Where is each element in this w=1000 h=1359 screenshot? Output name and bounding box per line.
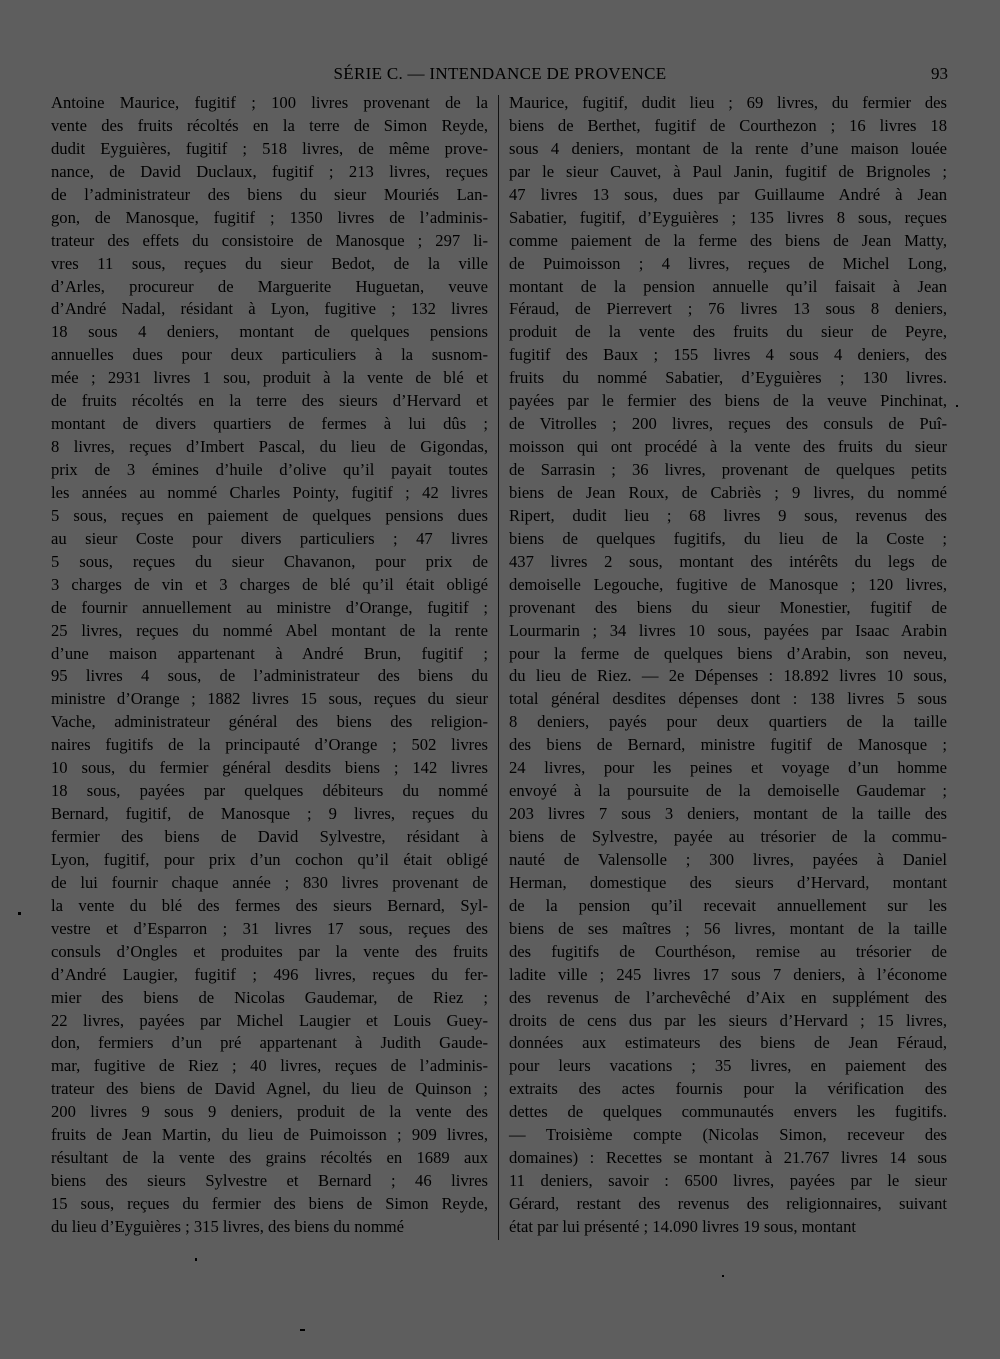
text-line: prix de 3 émines d’huile d’olive qu’il payait toutes <box>51 460 488 479</box>
text-line: vente des fruits récoltés en la terre de Simon Reyde, <box>51 115 488 135</box>
text-line: Maurice, fugitif, dudit lieu ; 69 livres, du fermier des <box>509 93 947 112</box>
text-line: biens de ses maîtres ; 56 livres, montant de la taille <box>509 918 947 938</box>
text-line: nauté de Valensolle ; 300 livres, payées à Daniel <box>509 849 947 869</box>
text-line: total général desdites dépenses dont : 138 livres 5 sous <box>509 689 947 709</box>
text-line: biens de quelques fugitifs, du lieu de la Coste ; <box>509 528 947 548</box>
text-line: de Puimoisson ; 4 livres, reçues de Michel Long, <box>509 253 947 273</box>
text-line: mar, fugitive de Riez ; 40 livres, reçues de l’adminis- <box>51 1056 488 1076</box>
text-line: trateur des effets du consistoire de Manosque ; 297 li- <box>51 230 488 250</box>
text-line: 10 sous, du fermier général desdits biens ; 142 livres <box>51 758 488 778</box>
text-line: d’André Laugier, fugitif ; 496 livres, reçues du fer- <box>51 964 488 984</box>
text-line: de l’administrateur des biens du sieur Mouriés Lan- <box>51 184 488 204</box>
text-line: gon, de Manosque, fugitif ; 1350 livres de l’adminis- <box>51 207 488 227</box>
text-line: de Vitrolles ; 200 livres, reçues des consuls de Puî- <box>509 414 947 434</box>
text-line: Ripert, dudit lieu ; 68 livres 9 sous, revenus des <box>509 505 947 525</box>
text-line: payées par le fermier des biens de la veuve Pinchinat, <box>509 391 947 411</box>
text-line: fugitif des Baux ; 155 livres 4 sous 4 deniers, des <box>509 345 947 365</box>
print-speck <box>722 1275 724 1277</box>
text-line: résultant de la vente des grains récoltés en 1689 aux <box>51 1148 488 1168</box>
text-line: Gérard, restant des revenus des religionnaires, suivant <box>509 1194 947 1213</box>
text-line: Bernard, fugitif, de Manosque ; 9 livres, reçues du <box>51 804 488 824</box>
text-line: montant de la pension annuelle qu’il faisait à Jean <box>509 276 947 296</box>
text-line: du lieu d’Eyguières ; 315 livres, des biens du nommé <box>51 1216 405 1236</box>
text-line: au sieur Coste pour divers particuliers ; 47 livres <box>51 528 488 548</box>
text-line: de Sarrasin ; 36 livres, provenant de quelques petits <box>509 460 947 479</box>
text-line: don, fermiers d’un pré appartenant à Judith Gaude- <box>51 1033 488 1053</box>
text-line: biens de Berthet, fugitif de Courthezon ; 16 livres 18 <box>509 115 947 135</box>
text-line: comme paiement de la ferme des biens de Jean Matty, <box>509 230 947 250</box>
text-line: Sabatier, fugitif, d’Eyguières ; 135 livres 8 sous, reçues <box>509 207 947 227</box>
text-line: pour leurs vacations ; 35 livres, en paiement des <box>509 1056 947 1076</box>
text-line: état par lui présenté ; 14.090 livres 19 sous, montant <box>509 1216 857 1236</box>
page-header <box>0 62 1000 88</box>
text-line: 437 livres 2 sous, montant des intérêts du legs de <box>509 551 947 571</box>
text-line: naires fugitifs de la principauté d’Orange ; 502 livres <box>51 735 488 755</box>
text-line: 8 deniers, payés pour deux quartiers de la taille <box>509 712 947 732</box>
text-line: 5 sous, reçues en paiement de quelques pensions dues <box>51 505 488 525</box>
text-line: nance, de David Duclaux, fugitif ; 213 livres, reçues <box>51 161 488 181</box>
text-line: d’Arles, procureur de Marguerite Huguetan, veuve <box>51 276 488 296</box>
text-line: Lourmarin ; 34 livres 10 sous, payées par Isaac Arabin <box>509 620 947 640</box>
text-line: 18 sous 4 deniers, montant de quelques pensions <box>51 322 488 342</box>
text-line: 15 sous, reçues du fermier des biens de Simon Reyde, <box>51 1194 488 1213</box>
text-line: 8 livres, reçues d’Imbert Pascal, du lieu de Gigondas, <box>51 437 488 457</box>
text-line: fruits de Jean Martin, du lieu de Puimoisson ; 909 livres, <box>51 1125 488 1145</box>
text-line: sous 4 deniers, montant de la rente d’une maison louée <box>509 138 947 158</box>
text-line: 18 sous, payées par quelques débiteurs du nommé <box>51 781 488 801</box>
text-line: d’André Nadal, résidant à Lyon, fugitive ; 132 livres <box>51 299 488 319</box>
print-speck <box>300 1329 305 1331</box>
text-line: provenant des biens du sieur Monestier, fugitif de <box>509 597 947 617</box>
text-line: 95 livres 4 sous, de l’administrateur des biens du <box>51 666 488 686</box>
text-line: dettes de quelques communautés envers les fugitifs. <box>509 1102 947 1122</box>
right-column <box>509 92 947 1239</box>
column-divider <box>498 95 499 1240</box>
text-line: trateur des biens de David Agnel, du lieu de Quinson ; <box>51 1079 488 1099</box>
text-line: moisson qui ont procédé à la vente des fruits du sieur <box>509 437 947 457</box>
text-line: 24 livres, pour les peines et voyage d’un homme <box>509 758 947 778</box>
text-line: biens des sieurs Sylvestre et Bernard ; 46 livres <box>51 1171 488 1191</box>
text-line: annuelles dues pour deux particuliers à la susnom- <box>51 345 488 365</box>
text-line: Vache, administrateur général des biens des religion- <box>51 712 488 732</box>
text-line: extraits des actes fournis pour la vérification des <box>509 1079 947 1099</box>
text-line: 22 livres, payées par Michel Laugier et Louis Guey- <box>51 1010 488 1030</box>
text-line: — Troisième compte (Nicolas Simon, receveur des <box>509 1125 947 1145</box>
text-line: de la pension qu’il recevait annuellement sur les <box>509 895 947 915</box>
text-line: mier des biens de Nicolas Gaudemar, de Riez ; <box>51 987 488 1007</box>
text-line: des biens de Bernard, ministre fugitif de Manosque ; <box>509 735 947 755</box>
page-number: 93 <box>931 64 948 83</box>
text-line: ministre d’Orange ; 1882 livres 15 sous, reçues du sieur <box>51 689 488 709</box>
text-line: droits de cens dus par les sieurs d’Hervard ; 15 livres, <box>509 1010 947 1030</box>
text-line: d’une maison appartenant à André Brun, fugitif ; <box>51 643 488 663</box>
text-line: mée ; 2931 livres 1 sou, produit à la vente de blé et <box>51 368 488 388</box>
text-line: Lyon, fugitif, pour prix d’un cochon qu’il était obligé <box>51 849 488 869</box>
text-line: Féraud, de Pierrevert ; 76 livres 13 sous 8 deniers, <box>509 299 947 319</box>
text-line: 203 livres 7 sous 3 deniers, montant de la taille des <box>509 804 947 824</box>
text-line: demoiselle Legouche, fugitive de Manosque ; 120 livres, <box>509 574 947 594</box>
text-line: de fruits récoltés en la terre des sieurs d’Hervard et <box>51 391 488 411</box>
text-line: des fugitifs de Courthéson, remise au trésorier de <box>509 941 947 961</box>
text-line: Antoine Maurice, fugitif ; 100 livres provenant de la <box>51 93 488 112</box>
text-line: du lieu de Riez. — 2e Dépenses : 18.892 livres 10 sous, <box>509 666 947 686</box>
print-speck <box>195 1258 197 1261</box>
text-line: fruits du nommé Sabatier, d’Eyguières ; 130 livres. <box>509 368 947 388</box>
text-line: vres 11 sous, reçues du sieur Bedot, de la ville <box>51 253 488 273</box>
text-line: pour la ferme de quelques biens d’Arabin, son neveu, <box>509 643 947 663</box>
text-line: ladite ville ; 245 livres 17 sous 7 deniers, à l’économe <box>509 964 947 984</box>
print-speck <box>18 912 21 915</box>
text-line: 5 sous, reçues du sieur Chavanon, pour prix de <box>51 551 488 571</box>
text-line: données aux estimateurs des biens de Jean Féraud, <box>509 1033 947 1053</box>
print-speck <box>956 405 958 407</box>
text-line: biens de Jean Roux, de Cabriès ; 9 livres, du nommé <box>509 482 947 502</box>
text-line: domaines) : Recettes se montant à 21.767 livres 14 sous <box>509 1148 947 1168</box>
text-line: biens de Sylvestre, payée au trésorier de la commu- <box>509 827 947 846</box>
text-line: les années au nommé Charles Pointy, fugitif ; 42 livres <box>51 482 488 502</box>
text-line: produit de la vente des fruits du sieur de Peyre, <box>509 322 947 342</box>
text-line: 200 livres 9 sous 9 deniers, produit de la vente des <box>51 1102 488 1122</box>
running-title: SÉRIE C. — INTENDANCE DE PROVENCE <box>333 64 667 83</box>
text-line: envoyé à la poursuite de la demoiselle Gaudemar ; <box>509 781 947 801</box>
text-line: dudit Eyguières, fugitif ; 518 livres, de même prove- <box>51 138 488 158</box>
text-line: de fournir annuellement au ministre d’Orange, fugitif ; <box>51 597 488 617</box>
text-line: 3 charges de vin et 3 charges de blé qu’il était obligé <box>51 574 488 594</box>
left-column <box>51 92 488 1239</box>
text-line: 11 deniers, savoir : 6500 livres, payées par le sieur <box>509 1171 947 1191</box>
text-line: des revenus de l’archevêché d’Aix en supplément des <box>509 987 947 1007</box>
text-line: 25 livres, reçues du nommé Abel montant de la rente <box>51 620 488 640</box>
text-line: Herman, domestique des sieurs d’Hervard, montant <box>509 872 947 892</box>
text-line: consuls d’Ongles et produites par la vente des fruits <box>51 941 488 961</box>
text-line: par le sieur Cauvet, à Paul Janin, fugitif de Brignoles ; <box>509 161 947 181</box>
text-line: de lui fournir chaque année ; 830 livres provenant de <box>51 872 488 892</box>
text-line: 47 livres 13 sous, dues par Guillaume André à Jean <box>509 184 947 204</box>
text-line: montant de divers quartiers de fermes à lui dûs ; <box>51 414 488 434</box>
text-line: vestre et d’Esparron ; 31 livres 17 sous, reçues des <box>51 918 488 938</box>
text-line: la vente du blé des fermes des sieurs Bernard, Syl- <box>51 895 488 915</box>
text-line: fermier des biens de David Sylvestre, résidant à <box>51 827 488 846</box>
